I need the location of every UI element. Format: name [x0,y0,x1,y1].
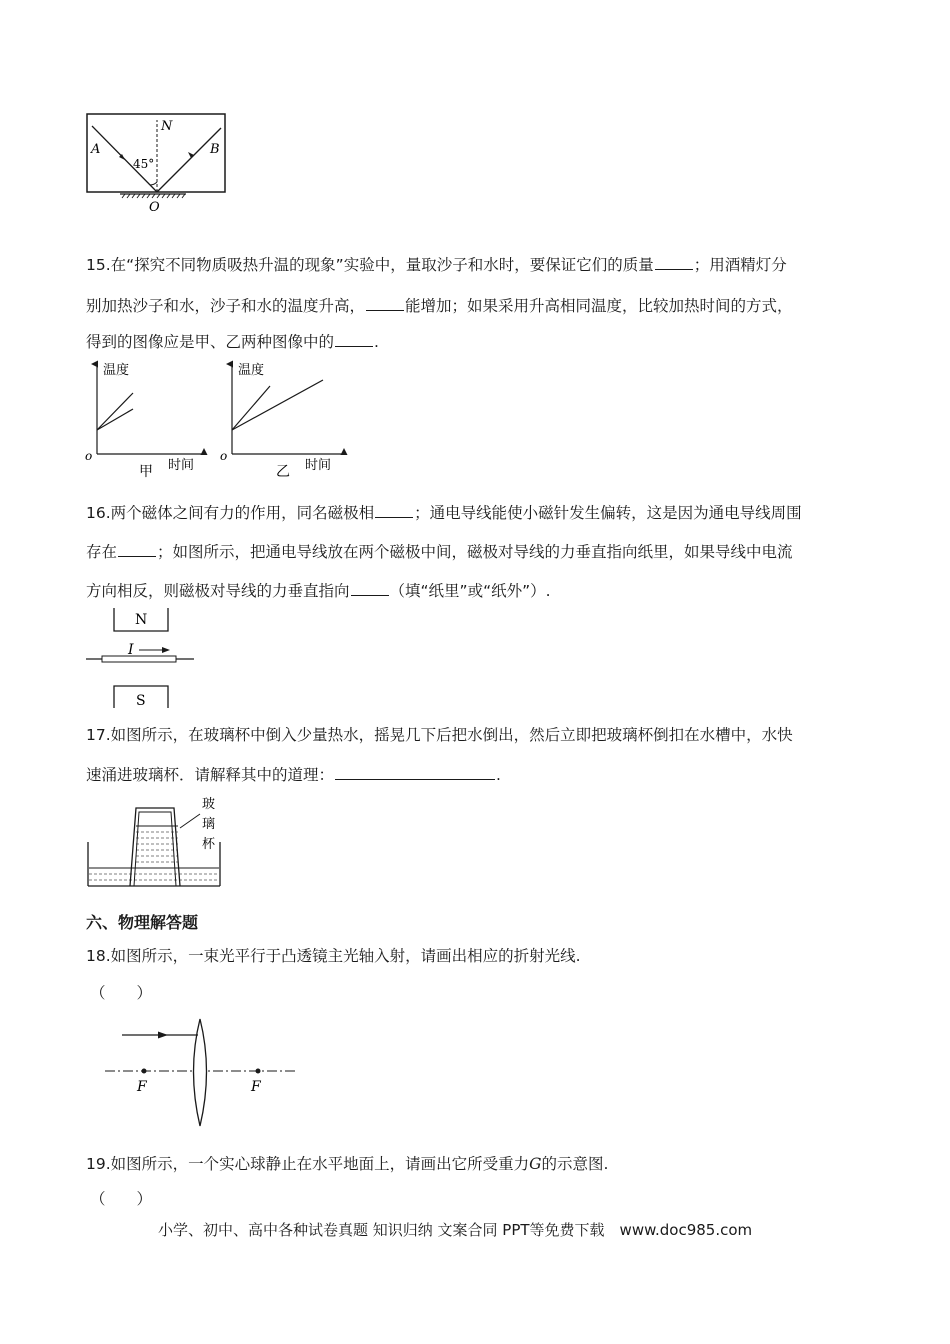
q18-answer-paren[interactable]: （ ） [90,984,153,1002]
graph-left-origin: o [85,449,93,463]
magnet-north-label: N [135,612,148,628]
graph-right-ylabel: 温度 [238,363,265,378]
point-o-label: O [149,200,160,215]
q18-line-1: 18.如图所示，一束光平行于凸透镜主光轴入射，请画出相应的折射光线. [86,947,581,965]
focus-left-label: F [137,1079,147,1095]
q16-blank-1[interactable] [375,502,413,518]
graph-left-xlabel: 时间 [168,458,195,473]
ray-b-label: B [210,142,220,157]
q16-blank-3[interactable] [351,580,389,596]
ray-a-label: A [91,142,101,157]
graph-right-origin: o [220,449,228,463]
q17-blank-1[interactable] [335,764,495,780]
q15-line-1: 15.在“探究不同物质吸热升温的现象”实验中，量取沙子和水时，要保证它们的质量 ；用酒精灯分 [86,256,787,274]
q16-line-3: 方向相反，则磁极对导线的力垂直指向 （填“纸里”或“纸外”）. [86,582,551,600]
q15-blank-1[interactable] [655,254,693,270]
temperature-time-graphs [84,358,354,480]
lens-figure [100,1016,300,1131]
glass-label-1: 玻 [202,797,216,812]
magnet-south-label: S [136,693,146,709]
q16-line-1: 16.两个磁体之间有力的作用，同名磁极相 ；通电导线能使小磁针发生偏转，这是因为通电导线周围 [86,504,802,522]
q15-blank-3[interactable] [335,331,373,347]
q19-line-1: 19.如图所示，一个实心球静止在水平地面上，请画出它所受重力G的示意图. [86,1155,609,1173]
glass-label-2: 璃 [202,817,216,832]
current-label: I [128,642,134,658]
magnet-figure [84,606,199,710]
glass-label-3: 杯 [202,837,216,852]
q15-blank-2[interactable] [366,295,404,311]
q17-line-1: 17.如图所示，在玻璃杯中倒入少量热水，摇晃几下后把水倒出，然后立即把玻璃杯倒扣在水槽中，水快 [86,726,793,744]
angle-label: 45° [133,157,155,171]
graph-right-xlabel: 时间 [305,458,332,473]
graph-left-ylabel: 温度 [103,363,130,378]
q16-blank-2[interactable] [118,541,156,557]
q15-line-3: 得到的图像应是甲、乙两种图像中的 . [86,333,379,351]
glass-figure [84,792,226,888]
graph-left-name: 甲 [139,464,153,480]
reflection-figure [84,110,234,215]
q15-line-2: 别加热沙子和水，沙子和水的温度升高， 能增加；如果采用升高相同温度，比较加热时间的方式， [86,297,793,315]
section-heading: 六、物理解答题 [86,913,199,932]
page-footer: 小学、初中、高中各种试卷真题 知识归纳 文案合同 PPT等免费下载 www.doc985.com [158,1221,753,1239]
focus-right-label: F [251,1079,261,1095]
q19-answer-paren[interactable]: （ ） [90,1190,153,1208]
gravity-symbol: G [529,1155,542,1173]
q16-line-2: 存在 ；如图所示，把通电导线放在两个磁极中间，磁极对导线的力垂直指向纸里，如果导线中电流 [86,543,793,561]
normal-label: N [161,119,173,134]
graph-right-name: 乙 [276,464,290,480]
q17-line-2: 速涌进玻璃杯．请解释其中的道理： . [86,766,501,784]
